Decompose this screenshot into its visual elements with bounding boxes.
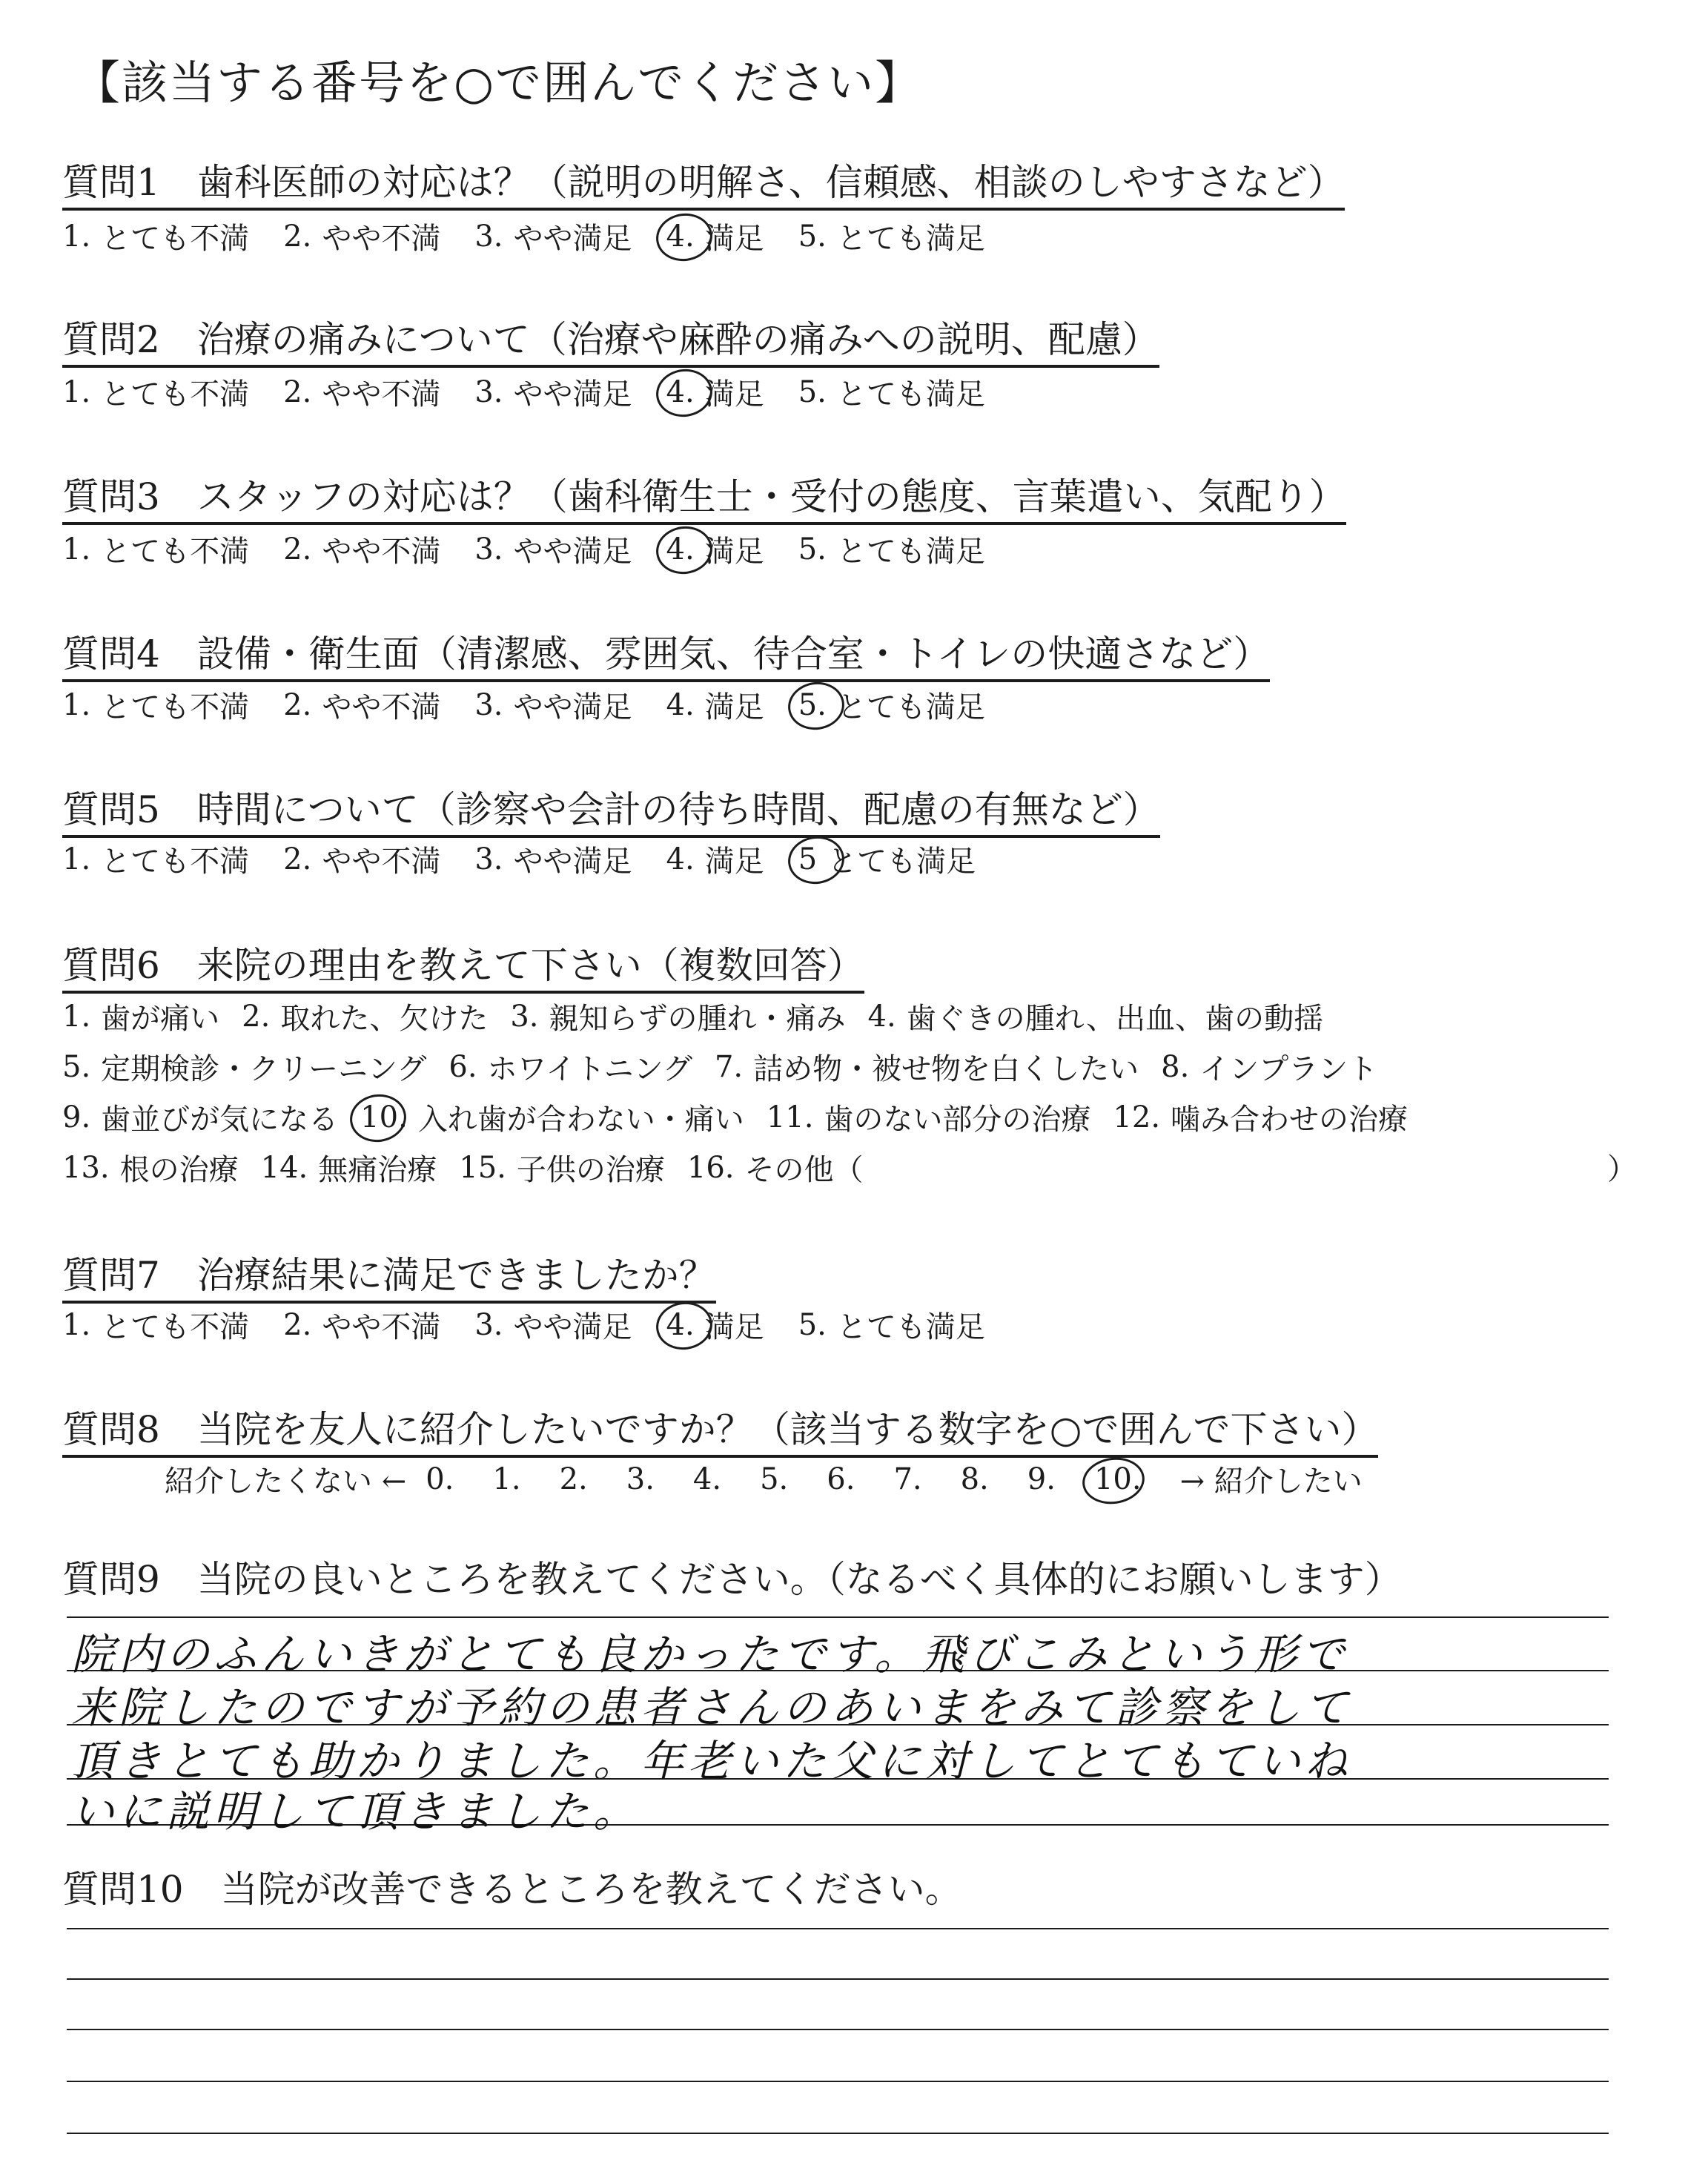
option-number: 4. [666, 687, 695, 722]
option-label: やや不満 [322, 377, 441, 412]
question-10: 質問10 当院が改善できるところを教えてください。 [62, 1868, 962, 1911]
answer-line [67, 1978, 1609, 1980]
answer-line [67, 2081, 1609, 2082]
option-2[interactable] [283, 684, 440, 726]
option-number: 5 [798, 842, 818, 876]
option-number: 3. [474, 219, 503, 254]
option-label: やや満足 [513, 377, 632, 412]
option-number: 3. [474, 1307, 503, 1342]
option-label: やや満足 [513, 222, 632, 256]
answer-line [67, 2133, 1609, 2134]
option-number: 2. [283, 374, 312, 409]
option-label: 満足 [704, 377, 764, 412]
handwritten-answer-line-3: 頂きとても助かりました。年老いた父に対してとてもていね [71, 1736, 1353, 1786]
option-label: とても満足 [836, 535, 985, 569]
option-label: インプラント [1199, 1052, 1378, 1086]
option-4[interactable] [666, 684, 764, 726]
option-number: 5. [798, 219, 827, 254]
q6-row-4 [62, 1146, 886, 1189]
option-11[interactable] [767, 1096, 1091, 1138]
option-label: やや満足 [513, 845, 632, 879]
option-1[interactable] [62, 838, 249, 880]
question-1: 質問1 歯科医師の対応は？（説明の明解さ、信頼感、相談のしやすさなど） [62, 153, 1345, 211]
option-number: 16. [686, 1150, 735, 1185]
answer-line [67, 1616, 1609, 1618]
option-label: とても満足 [836, 377, 985, 412]
option-number: 3. [474, 687, 503, 722]
scale-option-9[interactable]: 9. [1027, 1462, 1056, 1496]
option-label: 歯のない部分の治療 [824, 1103, 1091, 1137]
option-number: 14. [260, 1150, 308, 1185]
option-label: 親知らずの腫れ・痛み [549, 1002, 846, 1036]
option-5[interactable] [798, 371, 985, 413]
scale-option-10[interactable]: 10. [1093, 1462, 1142, 1496]
scale-option-0[interactable]: 0. [426, 1462, 454, 1496]
option-number: 5. [798, 374, 827, 409]
option-label: とても満足 [836, 1310, 985, 1344]
scale-option-4[interactable]: 4. [692, 1462, 722, 1496]
option-label: 根の治療 [119, 1153, 239, 1187]
q6-row-3 [62, 1096, 1430, 1138]
option-12[interactable] [1113, 1096, 1408, 1138]
option-3[interactable] [474, 371, 632, 413]
option-label: 噛み合わせの治療 [1171, 1103, 1409, 1137]
scale-option-2[interactable]: 2. [559, 1462, 588, 1496]
option-16[interactable] [687, 1146, 864, 1189]
option-number: 4. [666, 1307, 695, 1342]
option-label: やや満足 [513, 1310, 632, 1344]
option-1[interactable] [62, 1304, 249, 1346]
option-1[interactable] [62, 995, 219, 1037]
option-2[interactable] [283, 215, 440, 257]
option-number: 1. [62, 374, 91, 409]
option-number: 13. [62, 1150, 110, 1185]
page-title: 【該当する番号を○で囲んでください】 [74, 56, 923, 110]
q5-options [62, 838, 1010, 880]
option-number: 5. [62, 1049, 91, 1084]
option-5[interactable] [62, 1046, 426, 1088]
option-number: 1. [62, 532, 91, 567]
option-number: 15. [459, 1150, 506, 1185]
option-label: 無痛治療 [318, 1153, 437, 1187]
option-5[interactable] [798, 684, 985, 726]
option-label: 定期検診・クリーニング [101, 1052, 427, 1086]
option-number: 5. [798, 1307, 827, 1342]
option-3[interactable] [510, 995, 845, 1037]
option-2[interactable] [283, 371, 440, 413]
option-number: 4. [666, 842, 695, 876]
option-4[interactable] [868, 995, 1324, 1037]
option-label: とても満足 [836, 222, 985, 256]
q3-options [62, 528, 1019, 570]
option-number: 4. [666, 532, 695, 567]
option-4[interactable] [666, 528, 764, 570]
option-label: 満足 [704, 1310, 764, 1344]
option-number: 2. [283, 532, 312, 567]
option-number: 2. [283, 842, 312, 876]
option-label: とても満足 [836, 690, 985, 724]
option-label: とても不満 [101, 845, 250, 879]
option-label: 取れた、欠けた [280, 1002, 489, 1036]
option-label: 満足 [704, 222, 764, 256]
option-label: とても満足 [827, 845, 976, 879]
scale-numbers [426, 1462, 1179, 1496]
question-4: 質問4 設備・衛生面（清潔感、雰囲気、待合室・トイレの快適さなど） [62, 624, 1270, 682]
option-number: 1. [62, 687, 91, 722]
option-label: 満足 [704, 535, 764, 569]
option-number: 3. [474, 842, 503, 876]
option-label: 歯ぐきの腫れ、出血、歯の動揺 [906, 1002, 1324, 1036]
option-1[interactable] [62, 528, 249, 570]
option-number: 3. [474, 374, 503, 409]
option-number: 2. [242, 999, 271, 1034]
option-number: 1. [62, 842, 91, 876]
option-label: やや満足 [513, 690, 632, 724]
option-2[interactable] [283, 1304, 440, 1346]
option-5[interactable] [798, 215, 985, 257]
option-label: やや不満 [322, 222, 441, 256]
option-label: 詰め物・被せ物を白くしたい [753, 1052, 1139, 1086]
option-2[interactable] [283, 528, 440, 570]
question-3: 質問3 スタッフの対応は？（歯科衛生士・受付の態度、言葉遣い、気配り） [62, 467, 1346, 525]
option-number: 4. [867, 999, 896, 1034]
option-8[interactable] [1161, 1046, 1377, 1088]
scale-option-7[interactable]: 7. [893, 1462, 922, 1496]
option-3[interactable] [474, 1304, 632, 1346]
option-label: とても不満 [101, 377, 250, 412]
option-label: やや不満 [322, 690, 441, 724]
option-number: 5. [798, 532, 827, 567]
handwritten-answer-line-4: いに説明して頂きました。 [71, 1786, 641, 1837]
option-3[interactable] [474, 215, 632, 257]
scale-option-1[interactable]: 1. [492, 1462, 521, 1496]
q7-options [62, 1304, 1019, 1346]
option-label: 満足 [704, 845, 764, 879]
option-7[interactable] [715, 1046, 1139, 1088]
option-number: 4. [666, 374, 695, 409]
option-3[interactable] [474, 838, 632, 880]
option-label: やや不満 [322, 535, 441, 569]
answer-line [67, 1928, 1609, 1929]
question-8: 質問8 当院を友人に紹介したいですか？（該当する数字を○で囲んで下さい） [62, 1400, 1378, 1458]
option-label: 歯が痛い [101, 1002, 220, 1036]
option-number: 9. [62, 1100, 91, 1135]
option-label: 子供の治療 [516, 1153, 665, 1187]
option-9[interactable] [62, 1096, 338, 1138]
question-5: 質問5 時間について（診察や会計の待ち時間、配慮の有無など） [62, 780, 1160, 838]
option-number: 3. [510, 999, 539, 1034]
option-number: 2. [283, 219, 312, 254]
option-number: 7. [714, 1049, 744, 1084]
option-number: 12. [1113, 1100, 1161, 1135]
option-label: 満足 [704, 690, 764, 724]
option-4[interactable] [666, 371, 764, 413]
option-3[interactable] [474, 528, 632, 570]
handwritten-answer-line-2: 来院したのですが予約の患者さんのあいまをみて診察をして [71, 1682, 1353, 1733]
scale-option-5[interactable]: 5. [760, 1462, 789, 1496]
scale-option-6[interactable]: 6. [827, 1462, 855, 1496]
q1-options [62, 215, 1019, 257]
q8-scale [165, 1458, 1363, 1500]
scale-right-label: → 紹介したい [1179, 1464, 1363, 1499]
option-number: 2. [283, 1307, 312, 1342]
q6-row-2 [62, 1046, 1400, 1088]
option-label: 歯並びが気になる [101, 1103, 339, 1137]
option-number: 8. [1161, 1049, 1190, 1084]
option-number: 3. [474, 532, 503, 567]
option-label: やや不満 [322, 1310, 441, 1344]
option-5[interactable] [798, 1304, 985, 1346]
option-1[interactable] [62, 684, 249, 726]
q4-options [62, 684, 1019, 726]
option-number: 1. [62, 999, 91, 1034]
option-15[interactable] [459, 1146, 665, 1189]
question-6: 質問6 来院の理由を教えて下さい（複数回答） [62, 936, 864, 994]
q2-options [62, 371, 1019, 413]
scale-option-8[interactable]: 8. [960, 1462, 989, 1496]
scale-left-label: 紹介したくない ← [165, 1464, 407, 1499]
option-label: とても不満 [101, 535, 250, 569]
option-label: 入れ歯が合わない・痛い [417, 1103, 744, 1137]
option-number: 10. [360, 1100, 408, 1135]
option-1[interactable] [62, 215, 249, 257]
option-label: とても不満 [101, 690, 250, 724]
option-1[interactable] [62, 371, 249, 413]
q6-close-paren: ） [1607, 1152, 1637, 1186]
option-10[interactable] [360, 1096, 744, 1138]
option-number: 1. [62, 1307, 91, 1342]
question-2: 質問2 治療の痛みについて（治療や麻酔の痛みへの説明、配慮） [62, 310, 1159, 368]
option-number: 6. [448, 1049, 477, 1084]
option-13[interactable] [62, 1146, 239, 1189]
option-3[interactable] [474, 684, 632, 726]
option-5[interactable] [798, 528, 985, 570]
answer-line [67, 2029, 1609, 2030]
option-2[interactable] [242, 995, 488, 1037]
option-2[interactable] [283, 838, 440, 880]
option-number: 11. [766, 1100, 814, 1135]
option-label: やや不満 [322, 845, 441, 879]
question-7: 質問7 治療結果に満足できましたか？ [62, 1246, 716, 1304]
option-5[interactable] [798, 838, 976, 880]
option-4[interactable] [666, 1304, 764, 1346]
option-number: 4. [666, 219, 695, 254]
q6-row-1 [62, 995, 1345, 1037]
option-label: ホワイトニング [487, 1052, 692, 1086]
handwritten-answer-line-1: 院内のふんいきがとても良かったです。飛びこみという形で [71, 1629, 1349, 1680]
option-6[interactable] [448, 1046, 692, 1088]
option-4[interactable] [666, 838, 764, 880]
option-label: その他（ [744, 1153, 864, 1187]
option-number: 5. [798, 687, 827, 722]
option-label: とても不満 [101, 222, 250, 256]
option-number: 1. [62, 219, 91, 254]
option-4[interactable] [666, 215, 764, 257]
option-14[interactable] [261, 1146, 437, 1189]
option-label: やや満足 [513, 535, 632, 569]
scale-option-3[interactable]: 3. [626, 1462, 655, 1496]
option-number: 2. [283, 687, 312, 722]
question-9: 質問9 当院の良いところを教えてください。（なるべく具体的にお願いします） [62, 1558, 1402, 1601]
option-label: とても不満 [101, 1310, 250, 1344]
